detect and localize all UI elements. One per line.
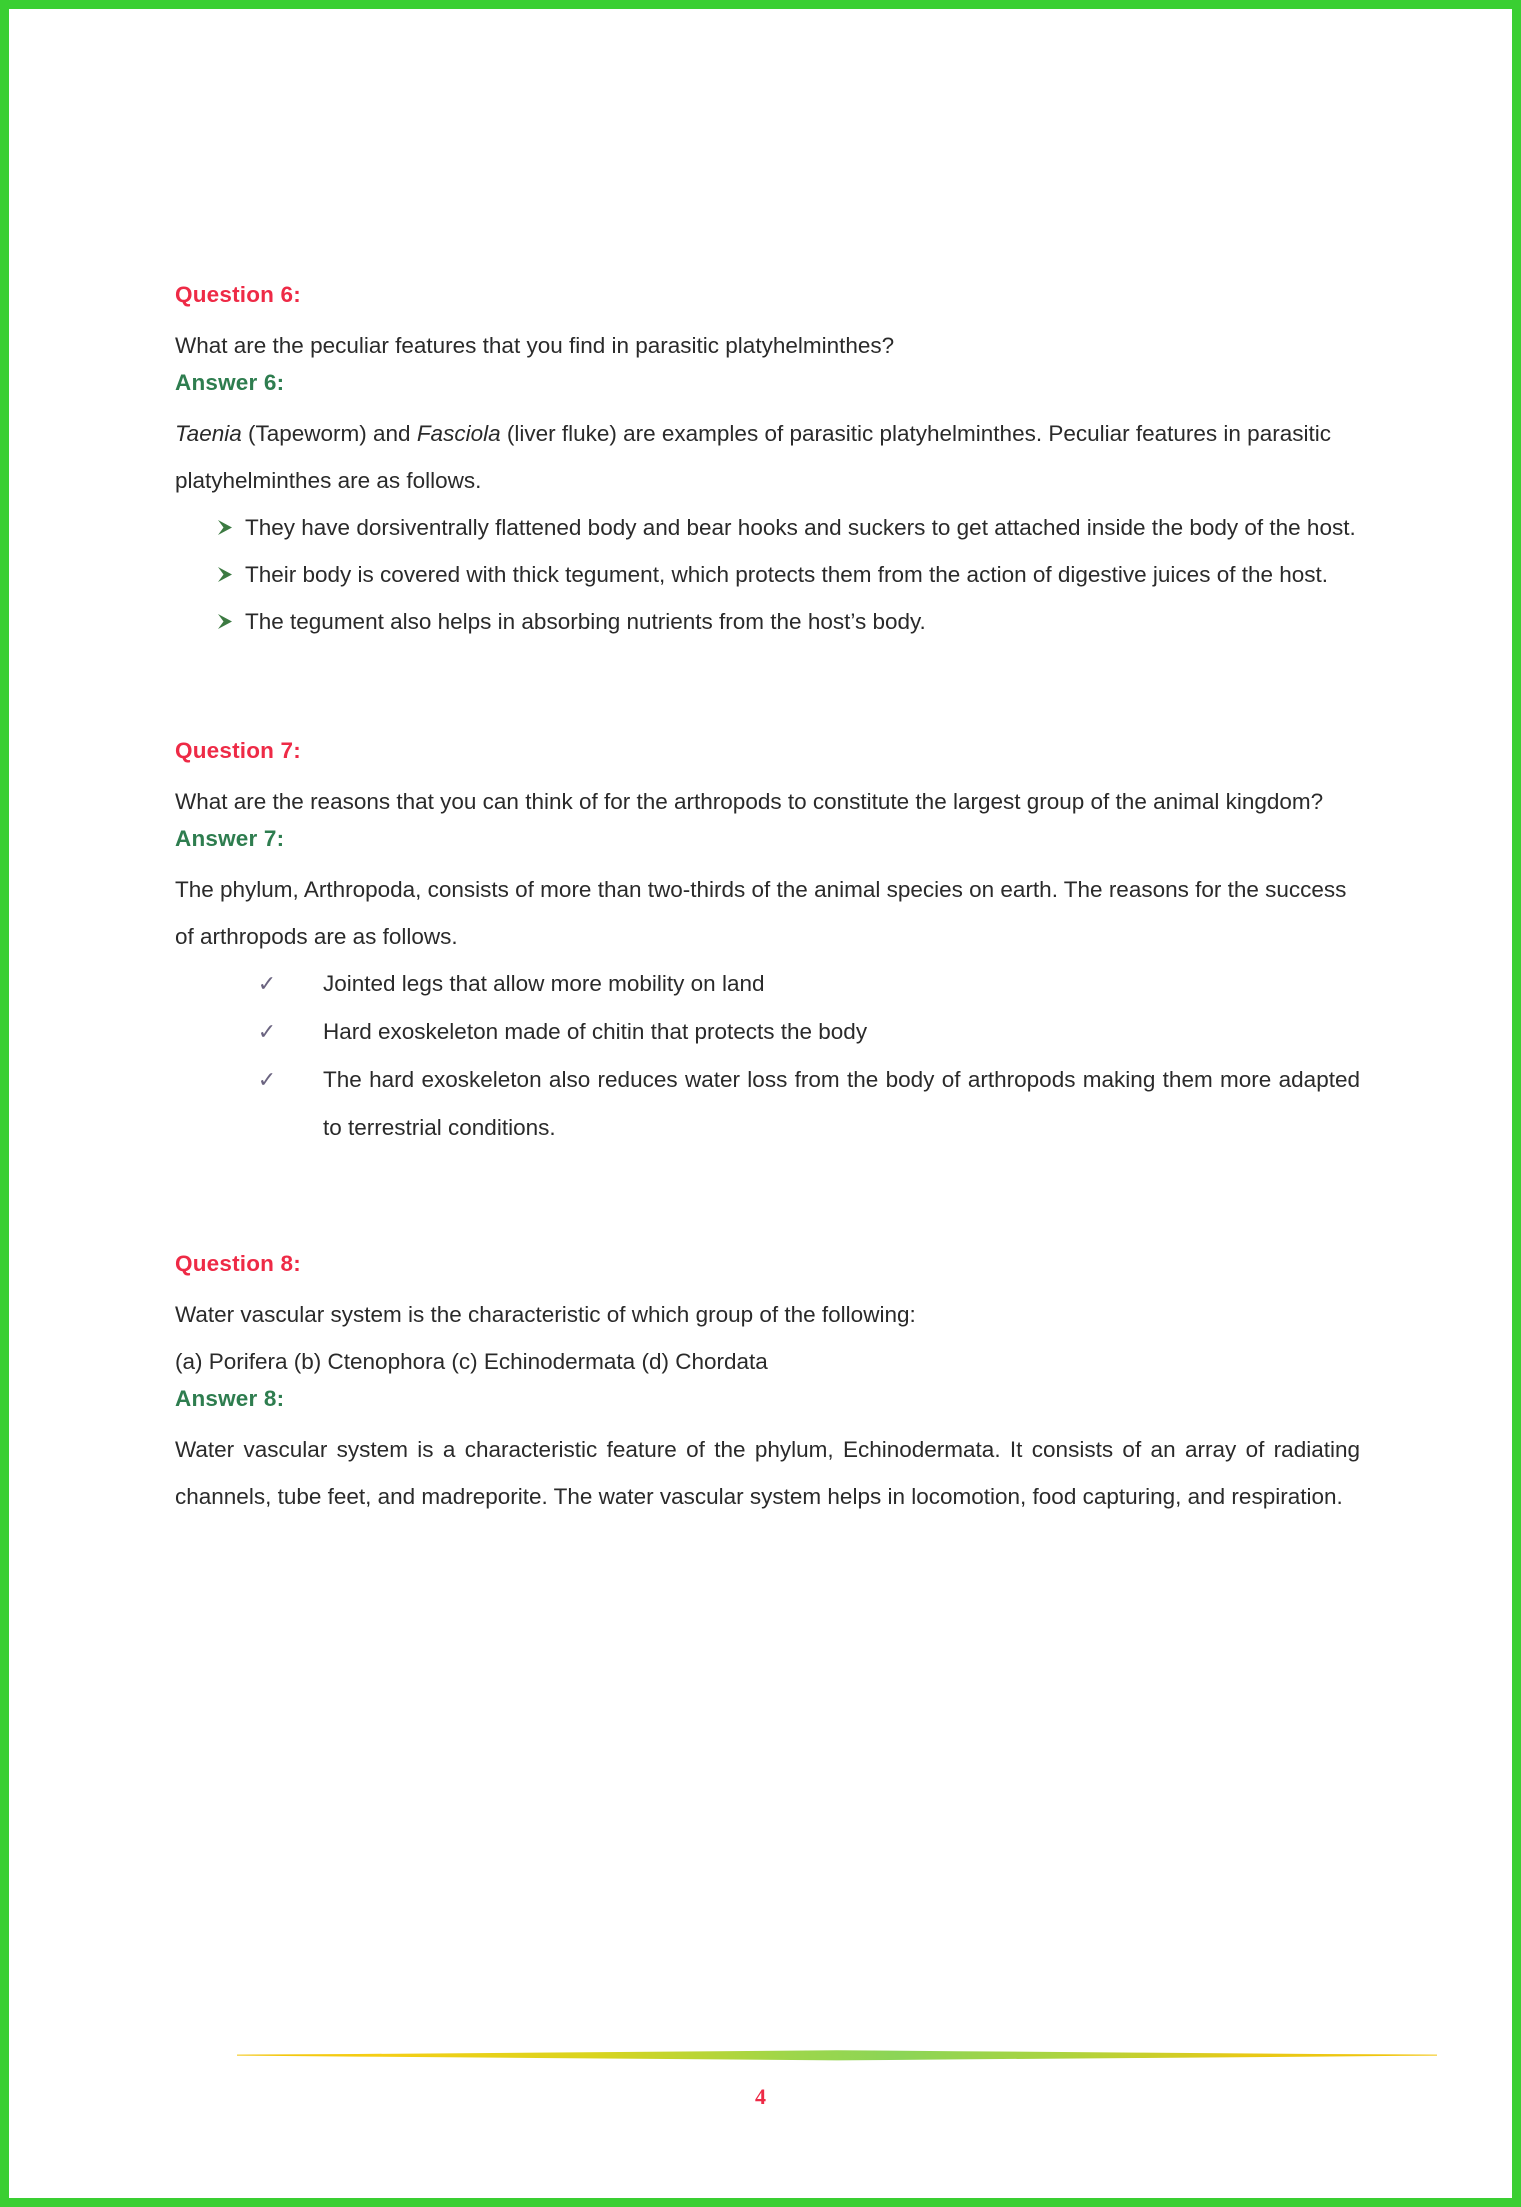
arrow-bullet-icon — [217, 598, 237, 645]
answer-8-text: Water vascular system is a characteristic feature of the phylum, Echinodermata. It consists of an array of radiating channels, tube feet, and madreporite. The water vascular system helps in locomotion, food capturing, and respiration. — [175, 1437, 1360, 1509]
list-item — [175, 598, 1360, 645]
footer-divider — [237, 2046, 1437, 2064]
list-item — [175, 960, 1360, 1008]
answer-6-intro-part-b: (Tapeworm) and — [241, 421, 417, 446]
answer-7-bullet-list — [175, 960, 1360, 1152]
arrow-bullet-icon — [217, 504, 237, 551]
list-item — [175, 551, 1360, 598]
page-number: 4 — [755, 2084, 766, 2109]
page-footer — [9, 2046, 1512, 2136]
list-item — [175, 504, 1360, 551]
question-7-text: What are the reasons that you can think of for the arthropods to constitute the largest group of the animal kingdom? — [175, 789, 1324, 814]
list-item-text: They have dorsiventrally flattened body and bear hooks and suckers to get attached inside the body of the host. — [245, 515, 1356, 540]
answer-6-heading: Answer 6: — [175, 370, 285, 395]
answer-7-intro: The phylum, Arthropoda, consists of more than two-thirds of the animal species on earth. The reasons for the success of arthropods are as follows. — [175, 877, 1347, 949]
answer-6-intro — [175, 410, 1360, 504]
section-spacer — [175, 1152, 1360, 1250]
check-bullet-icon: ✓ — [257, 971, 277, 996]
list-item-text: Jointed legs that allow more mobility on land — [323, 971, 765, 996]
check-bullet-icon: ✓ — [257, 1019, 277, 1044]
list-item-text: The hard exoskeleton also reduces water loss from the body of arthropods making them more adapted to terrestrial conditions. — [323, 1067, 1360, 1140]
answer-6-taxon-fasciola: Fasciola — [416, 421, 501, 446]
list-item — [175, 1008, 1360, 1056]
check-bullet-icon: ✓ — [257, 1067, 277, 1092]
question-6-text: What are the peculiar features that you find in parasitic platyhelminthes? — [175, 333, 895, 358]
question-8-heading: Question 8: — [175, 1251, 301, 1276]
list-item-text: The tegument also helps in absorbing nutrients from the host’s body. — [245, 609, 926, 634]
question-8-text: Water vascular system is the characteristic of which group of the following: — [175, 1302, 916, 1327]
answer-6-taxon-taenia: Taenia — [175, 421, 242, 446]
list-item-text: Their body is covered with thick tegument, which protects them from the action of digestive juices of the host. — [245, 562, 1329, 587]
answer-8-heading: Answer 8: — [175, 1386, 285, 1411]
section-spacer — [175, 645, 1360, 737]
section-question-6 — [175, 281, 1360, 645]
question-7-heading: Question 7: — [175, 738, 301, 763]
question-8-options: (a) Porifera (b) Ctenophora (c) Echinodermata (d) Chordata — [175, 1349, 768, 1374]
answer-6-intro-part-d: (liver fluke) are examples of parasitic platyhelminthes. Peculiar features in parasitic platyhelminthes are as follows. — [175, 421, 1331, 493]
section-question-8 — [175, 1250, 1360, 1520]
list-item — [175, 1056, 1360, 1152]
page-inner — [9, 9, 1512, 2198]
list-item-text: Hard exoskeleton made of chitin that protects the body — [323, 1019, 868, 1044]
question-6-heading: Question 6: — [175, 282, 301, 307]
section-question-7 — [175, 737, 1360, 1152]
arrow-bullet-icon — [217, 551, 237, 598]
answer-7-heading: Answer 7: — [175, 826, 285, 851]
answer-6-bullet-list — [175, 504, 1360, 645]
document-content — [175, 281, 1360, 1520]
